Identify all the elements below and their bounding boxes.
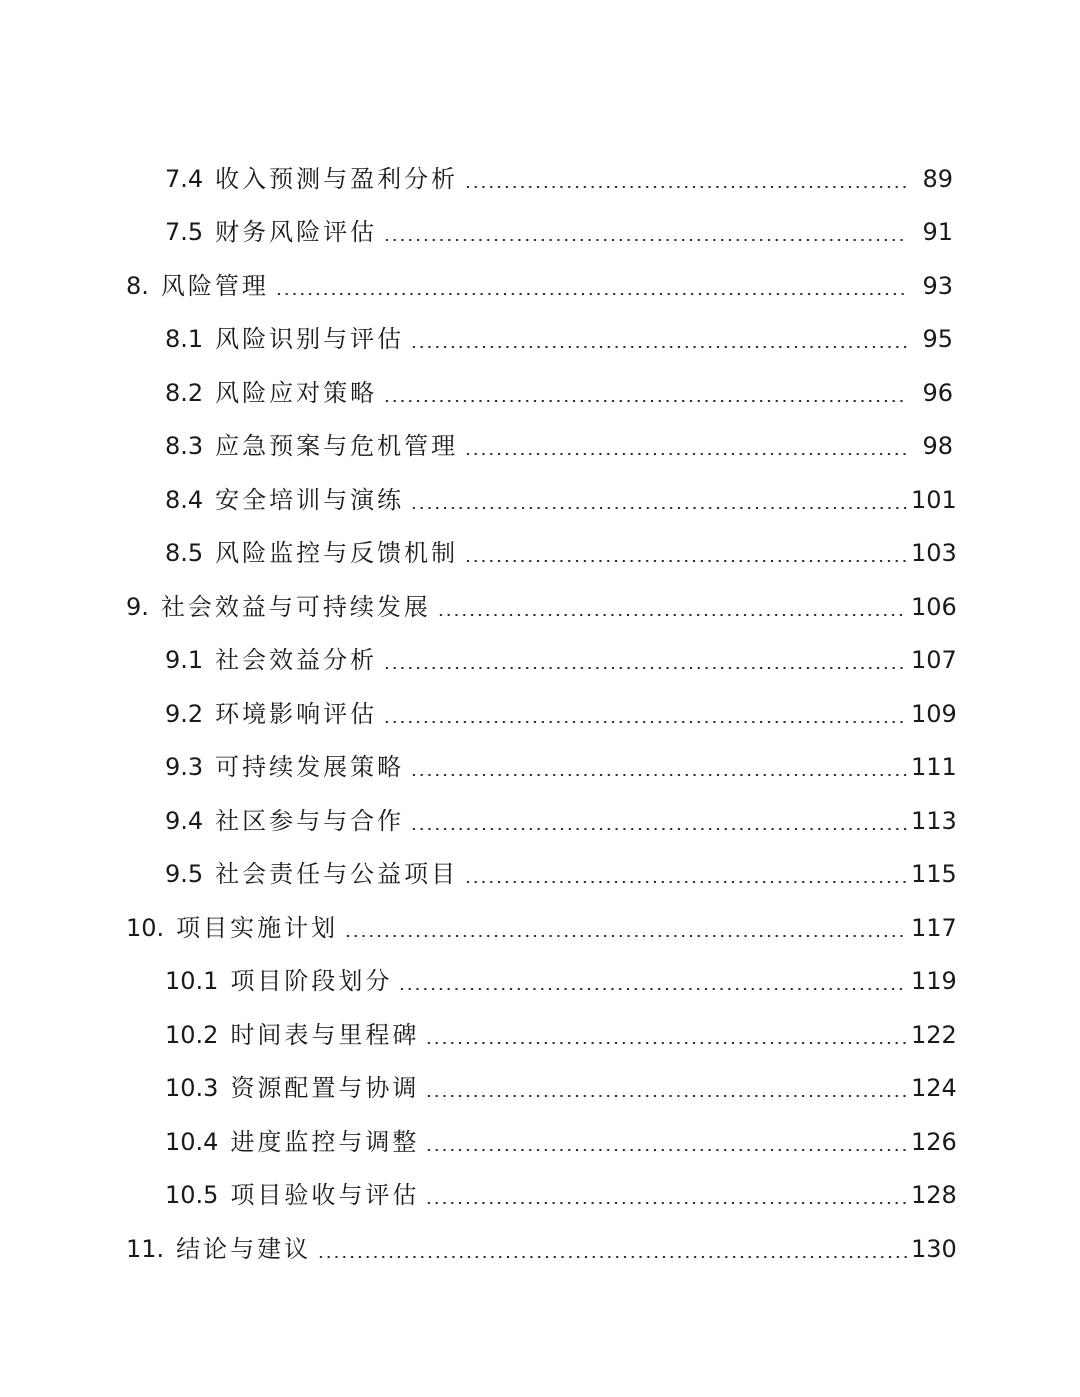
- toc-entry-number: 10.3: [165, 1074, 219, 1102]
- toc-entry-number: 11.: [126, 1234, 165, 1263]
- toc-entry-page: 119: [911, 967, 957, 995]
- toc-entry-title: 社会责任与公益项目: [215, 860, 459, 888]
- toc-entry-number: 8.: [126, 271, 149, 300]
- toc-entry-title: 财务风险评估: [215, 218, 378, 246]
- toc-chapter-entry: [0, 255, 1080, 309]
- toc-entry-page: 96: [922, 378, 953, 407]
- toc-entry: [0, 202, 1080, 256]
- toc-entry-page: 113: [911, 806, 957, 835]
- dot-leader: [425, 1202, 907, 1204]
- toc-entry-title: 进度监控与调整: [230, 1127, 420, 1156]
- toc-entry-page: 126: [911, 1127, 957, 1156]
- toc-entry-title: 社会效益分析: [215, 646, 378, 674]
- dot-leader: [464, 186, 907, 188]
- toc-entry-number: 8.1: [165, 325, 204, 353]
- toc-entry-number: 10.1: [165, 967, 219, 995]
- toc-entry: [0, 1165, 1080, 1219]
- toc-entry-page: 101: [911, 485, 957, 514]
- toc-entry-number: 10.4: [165, 1127, 219, 1156]
- toc-entry-title: 项目阶段划分: [230, 967, 393, 995]
- toc-entry-page: 122: [911, 1020, 957, 1049]
- toc-entry: [0, 148, 1080, 202]
- toc-entry-title: 风险应对策略: [215, 378, 378, 407]
- toc-entry: [0, 951, 1080, 1005]
- toc-entry-title: 风险识别与评估: [215, 325, 405, 353]
- toc-entry-title: 项目验收与评估: [230, 1181, 420, 1209]
- toc-entry-page: 93: [922, 271, 953, 300]
- toc-chapter-entry: [0, 897, 1080, 951]
- toc-entry-number: 8.2: [165, 378, 204, 407]
- toc-entry-title: 结论与建议: [176, 1234, 312, 1263]
- dot-leader: [410, 774, 907, 776]
- toc-entry-title: 社区参与与合作: [215, 806, 405, 835]
- dot-leader: [383, 721, 907, 723]
- toc-entry-title: 环境影响评估: [215, 699, 378, 728]
- toc-entry-page: 106: [911, 592, 957, 621]
- toc-entry: [0, 1004, 1080, 1058]
- toc-entry-number: 9.2: [165, 699, 204, 728]
- toc-entry-number: 7.5: [165, 218, 204, 246]
- toc-entry: [0, 469, 1080, 523]
- dot-leader: [437, 614, 907, 616]
- toc-entry-page: 117: [911, 913, 957, 942]
- toc-entry-page: 124: [911, 1074, 957, 1102]
- dot-leader: [344, 935, 907, 937]
- toc-entry-page: 103: [911, 539, 957, 567]
- toc-entry-number: 9.1: [165, 646, 204, 674]
- toc-entry-page: 115: [911, 860, 957, 888]
- toc-entry: [0, 630, 1080, 684]
- dot-leader: [464, 453, 907, 455]
- toc-entry-title: 收入预测与盈利分析: [215, 164, 459, 193]
- toc-entry: [0, 844, 1080, 898]
- toc-entry-number: 10.2: [165, 1020, 219, 1049]
- toc-entry: [0, 790, 1080, 844]
- toc-entry-title: 风险管理: [160, 271, 269, 300]
- dot-leader: [425, 1042, 907, 1044]
- toc-entry: [0, 523, 1080, 577]
- dot-leader: [410, 507, 907, 509]
- toc-entry: [0, 416, 1080, 470]
- dot-leader: [425, 1149, 907, 1151]
- table-of-contents: [0, 148, 1080, 1272]
- toc-chapter-entry: [0, 576, 1080, 630]
- toc-entry: [0, 362, 1080, 416]
- toc-entry-number: 8.5: [165, 539, 204, 567]
- dot-leader: [410, 346, 907, 348]
- toc-entry-page: 89: [922, 164, 953, 193]
- toc-entry-title: 风险监控与反馈机制: [215, 539, 459, 567]
- dot-leader: [383, 239, 907, 241]
- toc-entry-number: 8.4: [165, 485, 204, 514]
- dot-leader: [383, 667, 907, 669]
- toc-entry-title: 安全培训与演练: [215, 485, 405, 514]
- dot-leader: [410, 828, 907, 830]
- dot-leader: [464, 881, 907, 883]
- dot-leader: [275, 293, 907, 295]
- toc-entry-title: 可持续发展策略: [215, 753, 405, 781]
- toc-entry-number: 10.5: [165, 1181, 219, 1209]
- toc-entry-title: 社会效益与可持续发展: [160, 592, 431, 621]
- toc-entry-number: 7.4: [165, 164, 204, 193]
- toc-entry-number: 9.4: [165, 806, 204, 835]
- toc-entry-page: 107: [911, 646, 957, 674]
- toc-entry: [0, 1058, 1080, 1112]
- toc-entry-page: 109: [911, 699, 957, 728]
- toc-entry-title: 应急预案与危机管理: [215, 432, 459, 460]
- toc-entry-title: 资源配置与协调: [230, 1074, 420, 1102]
- toc-entry-page: 130: [911, 1234, 957, 1263]
- dot-leader: [464, 560, 907, 562]
- toc-entry-page: 128: [911, 1181, 957, 1209]
- dot-leader: [398, 988, 907, 990]
- toc-entry-title: 项目实施计划: [176, 913, 339, 942]
- toc-entry-number: 10.: [126, 913, 165, 942]
- toc-entry-page: 98: [922, 432, 953, 460]
- toc-entry: [0, 309, 1080, 363]
- toc-entry-number: 9.: [126, 592, 149, 621]
- dot-leader: [383, 400, 907, 402]
- toc-entry-page: 95: [922, 325, 953, 353]
- dot-leader: [425, 1095, 907, 1097]
- toc-entry: [0, 737, 1080, 791]
- toc-entry-number: 8.3: [165, 432, 204, 460]
- toc-entry-number: 9.3: [165, 753, 204, 781]
- toc-entry: [0, 683, 1080, 737]
- toc-entry-page: 111: [911, 753, 957, 781]
- toc-chapter-entry: [0, 1218, 1080, 1272]
- toc-entry: [0, 1111, 1080, 1165]
- toc-entry-number: 9.5: [165, 860, 204, 888]
- dot-leader: [317, 1256, 907, 1258]
- toc-entry-page: 91: [922, 218, 953, 246]
- toc-entry-title: 时间表与里程碑: [230, 1020, 420, 1049]
